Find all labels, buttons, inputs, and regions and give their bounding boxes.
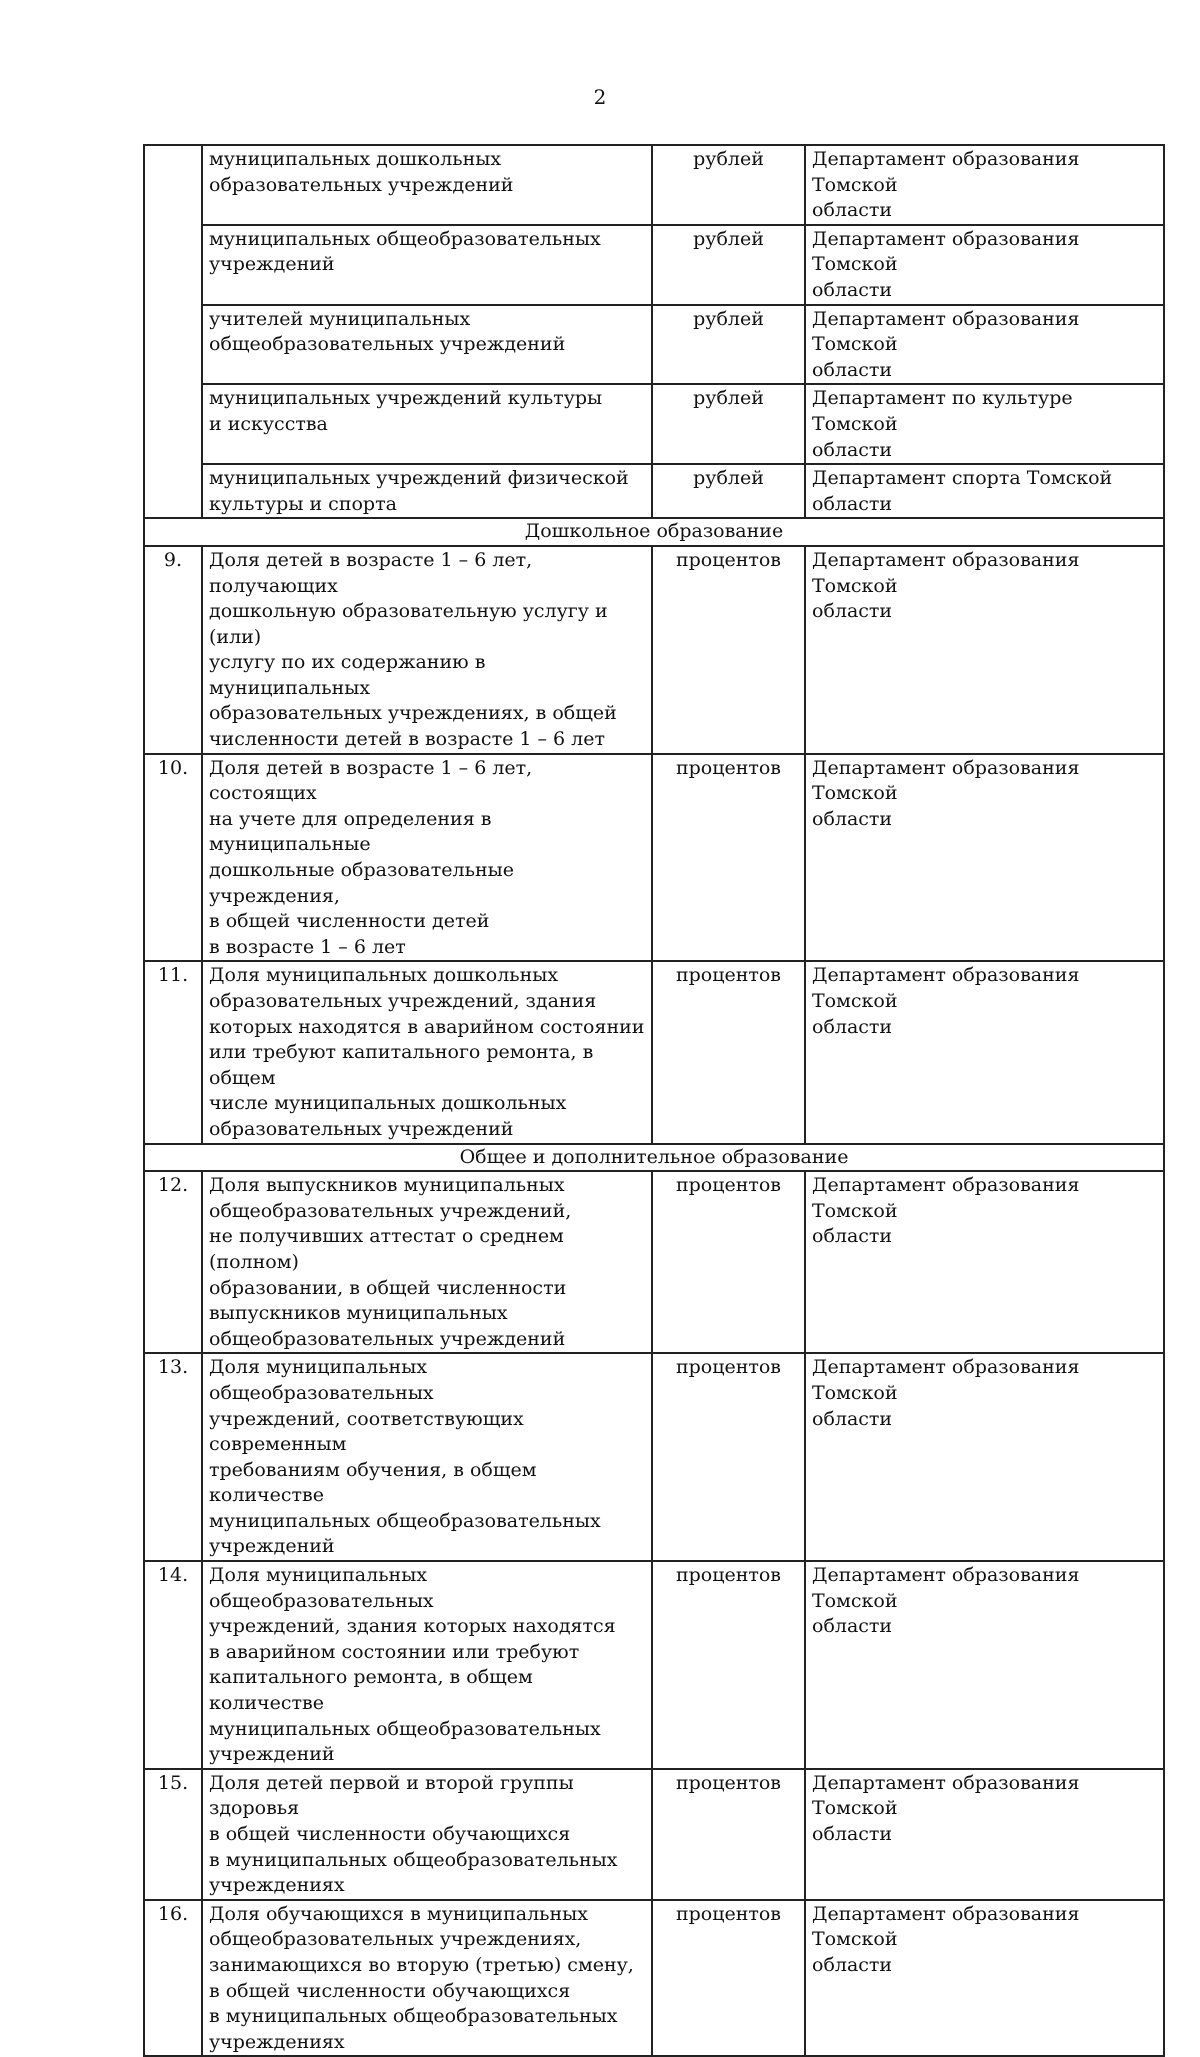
indicator-unit: процентов <box>652 1171 805 1353</box>
indicator-unit: рублей <box>652 464 805 518</box>
indicator-row <box>144 1171 1164 1353</box>
row-number: 13. <box>144 1353 202 1561</box>
indicator-unit: рублей <box>652 145 805 225</box>
row-number: 16. <box>144 1900 202 2057</box>
indicator-name: муниципальных дошкольных образовательных учреждений <box>202 145 652 225</box>
indicator-row <box>144 754 1164 962</box>
indicator-row <box>144 1769 1164 1900</box>
section-header-row <box>144 1144 1164 1172</box>
row-number: 10. <box>144 754 202 962</box>
row-number: 11. <box>144 961 202 1143</box>
section-title: Общее и дополнительное образование <box>144 1144 1164 1172</box>
indicator-unit: рублей <box>652 305 805 385</box>
indicator-name: учителей муниципальных общеобразовательных учреждений <box>202 305 652 385</box>
indicator-row <box>144 961 1164 1143</box>
indicator-name: Доля муниципальных общеобразовательных учреждений, здания которых находятся в аварийном состоянии или требуют капитального ремонта, в общем количестве муниципальных общеобразовательных учреждений <box>202 1561 652 1769</box>
section-title: Дошкольное образование <box>144 518 1164 546</box>
responsible-body: Департамент образования Томской области <box>805 1561 1164 1769</box>
continuation-row <box>144 464 1164 518</box>
indicator-name: муниципальных учреждений культуры и искусства <box>202 384 652 464</box>
responsible-body: Департамент спорта Томской области <box>805 464 1164 518</box>
indicator-unit: процентов <box>652 546 805 754</box>
indicator-name: муниципальных учреждений физической культуры и спорта <box>202 464 652 518</box>
indicator-name: Доля муниципальных общеобразовательных учреждений, соответствующих современным требованиям обучения, в общем количестве муниципальных общеобразовательных учреждений <box>202 1353 652 1561</box>
responsible-body: Департамент образования Томской области <box>805 1900 1164 2057</box>
indicator-name: Доля муниципальных дошкольных образовательных учреждений, здания которых находятся в аварийном состоянии или требуют капитального ремонта, в общем числе муниципальных дошкольных образовательных учреждений <box>202 961 652 1143</box>
responsible-body: Департамент образования Томской области <box>805 225 1164 305</box>
row-number: 14. <box>144 1561 202 1769</box>
indicator-row <box>144 1353 1164 1561</box>
indicator-unit: процентов <box>652 1900 805 2057</box>
indicators-table-body <box>144 145 1164 2056</box>
responsible-body: Департамент образования Томской области <box>805 145 1164 225</box>
responsible-body: Департамент образования Томской области <box>805 754 1164 962</box>
indicator-unit: процентов <box>652 1769 805 1900</box>
responsible-body: Департамент образования Томской области <box>805 1353 1164 1561</box>
indicator-unit: рублей <box>652 384 805 464</box>
indicator-unit: процентов <box>652 961 805 1143</box>
continuation-row <box>144 225 1164 305</box>
indicator-unit: процентов <box>652 1353 805 1561</box>
indicator-name: Доля детей в возрасте 1 – 6 лет, получающих дошкольную образовательную услугу и (или) услугу по их содержанию в муниципальных образовательных учреждениях, в общей численности детей в возрасте 1 – 6 лет <box>202 546 652 754</box>
continuation-row <box>144 305 1164 385</box>
indicator-name: Доля обучающихся в муниципальных общеобразовательных учреждениях, занимающихся во вторую (третью) смену, в общей численности обучающихся в муниципальных общеобразовательных учреждениях <box>202 1900 652 2057</box>
indicator-name: муниципальных общеобразовательных учреждений <box>202 225 652 305</box>
responsible-body: Департамент образования Томской области <box>805 1769 1164 1900</box>
row-number: 15. <box>144 1769 202 1900</box>
row-number: 12. <box>144 1171 202 1353</box>
indicator-row <box>144 1561 1164 1769</box>
indicators-table <box>143 144 1165 2057</box>
indicator-row <box>144 1900 1164 2057</box>
row-number-empty <box>144 145 202 518</box>
responsible-body: Департамент образования Томской области <box>805 305 1164 385</box>
indicator-unit: рублей <box>652 225 805 305</box>
indicator-name: Доля выпускников муниципальных общеобразовательных учреждений, не получивших аттестат о среднем (полном) образовании, в общей численности выпускников муниципальных общеобразовательных учреждений <box>202 1171 652 1353</box>
continuation-row <box>144 384 1164 464</box>
indicator-row <box>144 546 1164 754</box>
row-number: 9. <box>144 546 202 754</box>
indicator-unit: процентов <box>652 754 805 962</box>
indicator-unit: процентов <box>652 1561 805 1769</box>
section-header-row <box>144 518 1164 546</box>
indicator-name: Доля детей в возрасте 1 – 6 лет, состоящих на учете для определения в муниципальные дошкольные образовательные учреждения, в общей численности детей в возрасте 1 – 6 лет <box>202 754 652 962</box>
continuation-row <box>144 145 1164 225</box>
indicator-name: Доля детей первой и второй группы здоровья в общей численности обучающихся в муниципальных общеобразовательных учреждениях <box>202 1769 652 1900</box>
responsible-body: Департамент образования Томской области <box>805 961 1164 1143</box>
page-number: 2 <box>593 85 607 109</box>
responsible-body: Департамент образования Томской области <box>805 1171 1164 1353</box>
responsible-body: Департамент образования Томской области <box>805 546 1164 754</box>
responsible-body: Департамент по культуре Томской области <box>805 384 1164 464</box>
